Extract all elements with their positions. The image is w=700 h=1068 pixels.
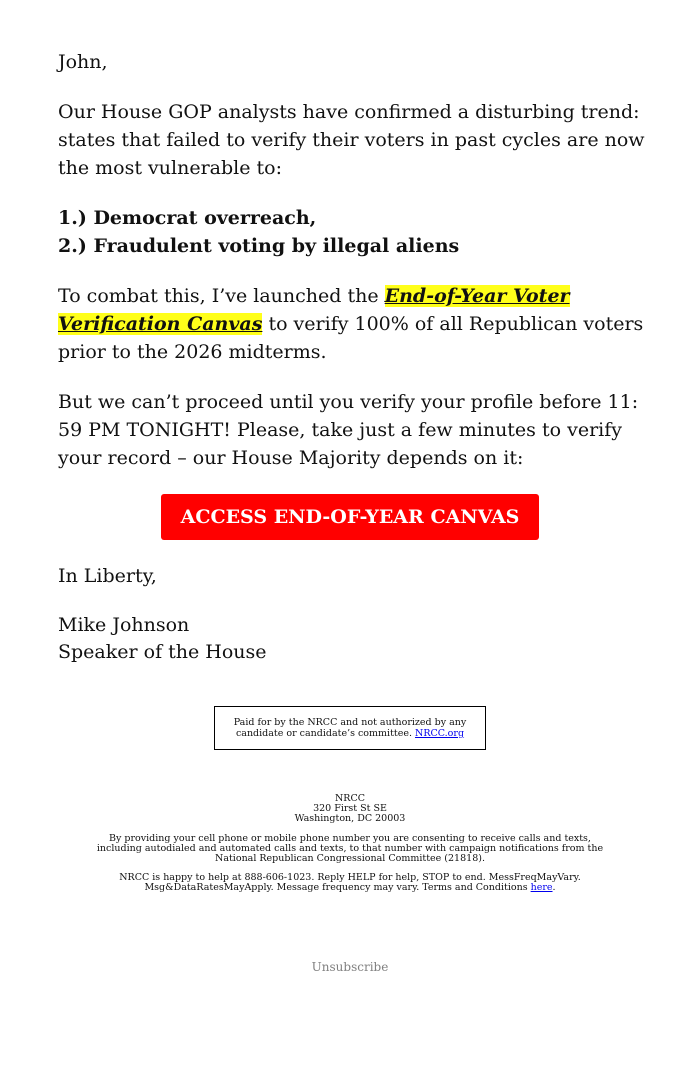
intro-paragraph: Our House GOP analysts have confirmed a disturbing trend: states that failed to verify their voters in past cycles are now the most vulnerable to: [58,101,645,179]
email-body [58,48,658,666]
paid-for-disclaimer [214,706,486,750]
canvas-paragraph-tail: to verify 100% of all Republican voters prior to the 2026 midterms. [58,313,644,363]
access-canvas-button[interactable]: ACCESS END-OF-YEAR CANVAS [161,494,540,540]
footer-help-end: . [552,882,556,893]
footer-street: 320 First St SE [313,803,387,814]
footer-city: Washington, DC 20003 [294,813,406,824]
footer-address [90,794,610,824]
nrcc-link[interactable]: NRCC.org [415,728,465,739]
footer-org: NRCC [334,793,365,804]
cta-container [58,494,642,540]
deadline-paragraph: But we can’t proceed until you verify your profile before 11: 59 PM TONIGHT! Please, take just a few minutes to verify your record – our House Majority depends on it: [58,391,639,469]
canvas-paragraph [58,282,658,366]
threat-list [58,204,658,260]
canvas-paragraph-lead: To combat this, I’ve launched the [58,285,385,307]
unsubscribe-link[interactable]: Unsubscribe [311,960,389,974]
terms-link[interactable]: here [530,882,553,893]
footer-help-text: NRCC is happy to help at 888-606-1023. Reply HELP for help, STOP to end. MessFreqMayVary. Msg&DataRatesMayApply. Message frequency may vary. Terms and Conditions [119,872,581,893]
canvas-link[interactable]: End-of-Year Voter Verification Canvas [58,285,570,335]
list-item: 1.) Democrat overreach, [58,207,317,229]
closing: In Liberty, [58,565,157,587]
footer-consent: By providing your cell phone or mobile phone number you are consenting to receive calls and texts, including autodialed and automated calls and texts, to that number with campaign notifications from the National Republican Congressional Committee (21818). [96,833,604,864]
signature [58,612,658,666]
list-item: 2.) Fraudulent voting by illegal aliens [58,235,460,257]
signature-name: Mike Johnson [58,614,190,636]
footer-help [90,873,610,893]
signature-title: Speaker of the House [58,641,267,663]
greeting: John, [58,51,108,73]
disclaimer-text: Paid for by the NRCC and not authorized by any candidate or candidate’s committee. [233,717,467,739]
